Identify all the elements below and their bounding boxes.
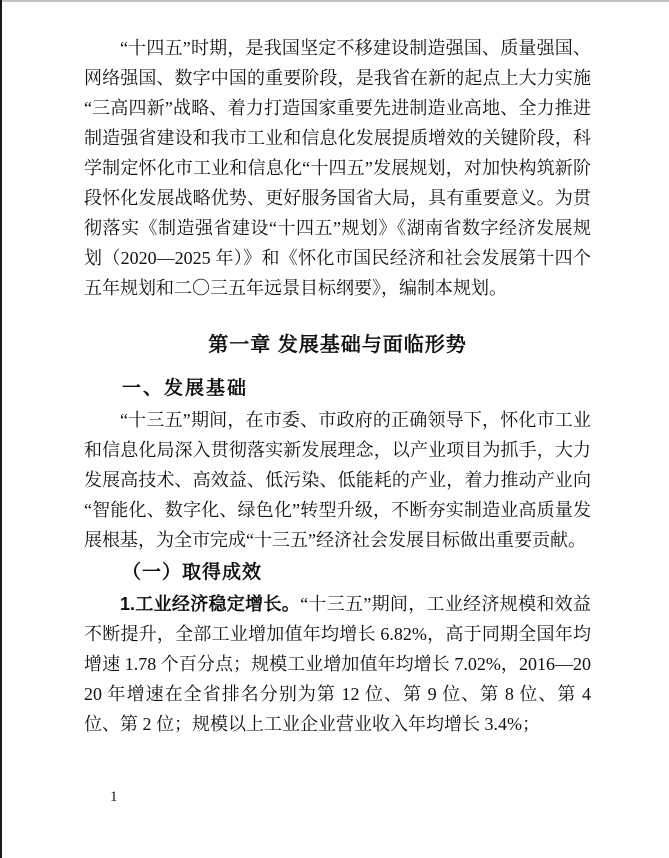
page-number: 1 [110, 789, 118, 805]
achievement-paragraph [84, 589, 591, 739]
section-paragraph: “十三五”期间，在市委、市政府的正确领导下，怀化市工业和信息化局深入贯彻落实新发展理念，以产业项目为抓手，大力发展高技术、高效益、低污染、低能耗的产业，着力推动产业向“智能化、数字化、绿色化”转型升级，不断夯实制造业高质量发展根基，为全市完成“十三五”经济社会发展目标做出重要贡献。 [84, 410, 591, 550]
intro-paragraph: “十四五”时期，是我国坚定不移建设制造强国、质量强国、网络强国、数字中国的重要阶段，是我省在新的起点上大力实施“三高四新”战略、着力打造国家重要先进制造业高地、全力推进制造强省建设和我市工业和信息化发展提质增效的关键阶段，科学制定怀化市工业和信息化“十四五”发展规划，对加快构筑新阶段怀化发展战略优势、更好服务国省大局，具有重要意义。为贯彻落实《制造强省建设“十四五”规划》《湖南省数字经济发展规划（2020—2025 年）》和《怀化市国民经济和社会发展第十四个五年规划和二〇三五年远景目标纲要》，编制本规划。 [84, 38, 591, 298]
achievement-item-lead: 1.工业经济稳定增长。 [120, 594, 301, 614]
page-content [84, 0, 591, 739]
chapter-heading: 第一章 发展基础与面临形势 [208, 334, 467, 356]
section-heading: 一、发展基础 [122, 378, 249, 399]
page-left-edge-line [0, 0, 2, 858]
achievement-item-body: “十三五”期间，工业经济规模和效益不断提升，全部工业增加值年均增长 6.82%，高于同期全国年均增速 1.78 个百分点；规模工业增加值年均增长 7.02%，2016—2020 年增速在全省排名分别为第 12 位、第 9 位、第 8 位、第 4 位、第 2 位；规模以上工业企业营业收入年均增长 3.4%； [84, 594, 591, 734]
subsection-heading: （一）取得成效 [122, 562, 263, 583]
